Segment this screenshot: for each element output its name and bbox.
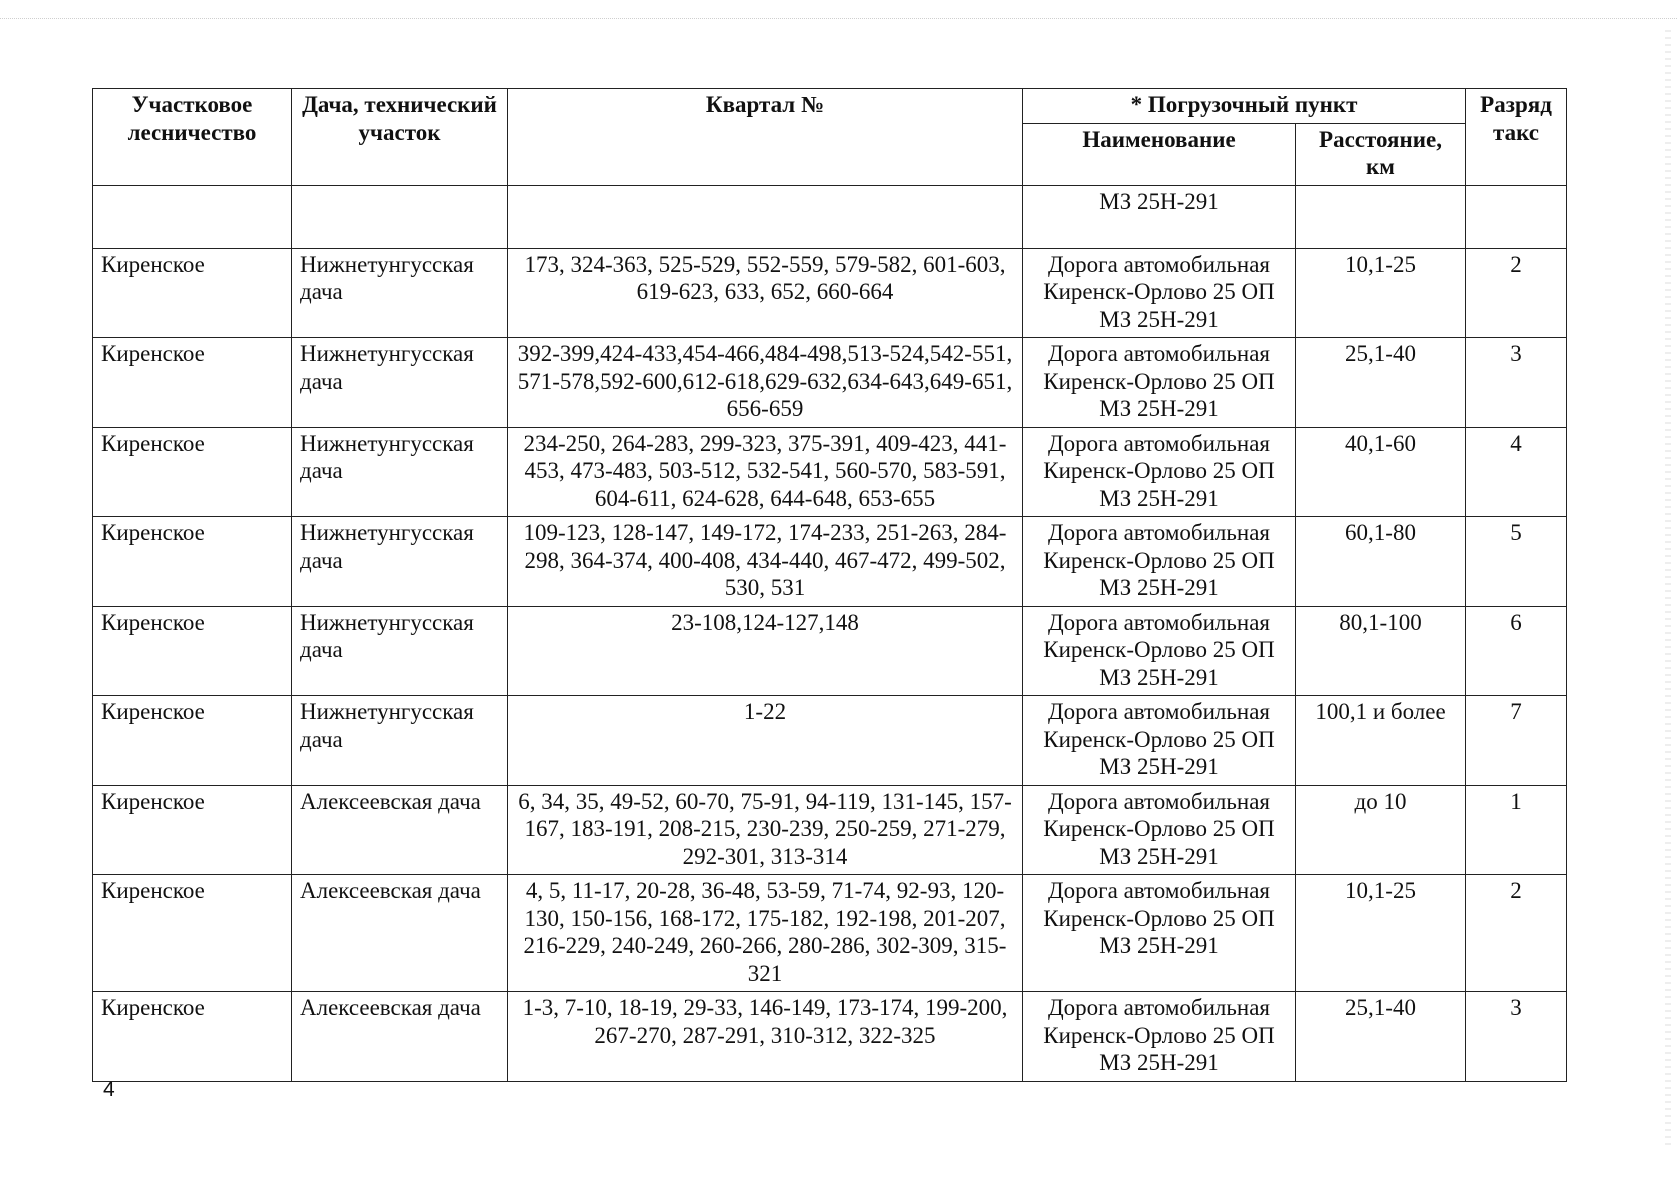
header-loading-point: * Погрузочный пункт [1023,89,1466,124]
cell-quarters: 1-22 [508,696,1023,786]
cell-rank: 5 [1466,517,1567,607]
cell-forestry: Киренское [93,606,292,696]
cell-forestry: Киренское [93,992,292,1082]
cell-quarters: 6, 34, 35, 49-52, 60-70, 75-91, 94-119, 131-145, 157-167, 183-191, 208-215, 230-239, 250-259, 271-279, 292-301, 313-314 [508,785,1023,875]
loading-points-table [92,88,1567,1082]
table-row [93,517,1567,607]
cell-rank [1466,185,1567,248]
cell-dacha: Алексеевская дача [292,992,508,1082]
scan-edge-noise [1665,30,1671,1150]
cell-forestry: Киренское [93,338,292,428]
cell-dacha: Нижнетунгусская дача [292,696,508,786]
cell-quarters [508,185,1023,248]
cell-quarters: 1-3, 7-10, 18-19, 29-33, 146-149, 173-174, 199-200, 267-270, 287-291, 310-312, 322-325 [508,992,1023,1082]
cell-rank: 4 [1466,427,1567,517]
table-row [93,606,1567,696]
cell-quarters: 109-123, 128-147, 149-172, 174-233, 251-263, 284-298, 364-374, 400-408, 434-440, 467-472, 499-502, 530, 531 [508,517,1023,607]
cell-name: Дорога автомобильная Киренск-Орлово 25 ОП МЗ 25Н-291 [1023,338,1296,428]
cell-rank: 6 [1466,606,1567,696]
cell-quarters: 4, 5, 11-17, 20-28, 36-48, 53-59, 71-74, 92-93, 120-130, 150-156, 168-172, 175-182, 192-198, 201-207, 216-229, 240-249, 260-266, 280-286, 302-309, 315-321 [508,875,1023,992]
cell-dacha: Нижнетунгусская дача [292,338,508,428]
table-row [93,696,1567,786]
page-number: 4 [103,1078,115,1101]
cell-dacha: Нижнетунгусская дача [292,517,508,607]
cell-distance: 10,1-25 [1296,875,1466,992]
cell-dacha: Алексеевская дача [292,785,508,875]
table-row [93,248,1567,338]
table-row [93,875,1567,992]
table-row [93,338,1567,428]
cell-dacha: Алексеевская дача [292,875,508,992]
cell-forestry: Киренское [93,875,292,992]
cell-dacha: Нижнетунгусская дача [292,427,508,517]
cell-rank: 3 [1466,992,1567,1082]
header-distance: Расстояние, км [1296,123,1466,185]
cell-rank: 7 [1466,696,1567,786]
cell-distance: 80,1-100 [1296,606,1466,696]
cell-quarters: 392-399,424-433,454-466,484-498,513-524,542-551,571-578,592-600,612-618,629-632,634-643,649-651,656-659 [508,338,1023,428]
cell-quarters: 23-108,124-127,148 [508,606,1023,696]
cell-distance: до 10 [1296,785,1466,875]
cell-distance: 60,1-80 [1296,517,1466,607]
cell-distance: 40,1-60 [1296,427,1466,517]
header-rank: Разряд такс [1466,89,1567,186]
scan-edge-line [0,18,1677,19]
table-row [93,992,1567,1082]
cell-name: Дорога автомобильная Киренск-Орлово 25 ОП МЗ 25Н-291 [1023,427,1296,517]
cell-name: Дорога автомобильная Киренск-Орлово 25 ОП МЗ 25Н-291 [1023,992,1296,1082]
cell-name: МЗ 25Н-291 [1023,185,1296,248]
header-quarter: Квартал № [508,89,1023,186]
cell-name: Дорога автомобильная Киренск-Орлово 25 ОП МЗ 25Н-291 [1023,517,1296,607]
table-row-continuation [93,185,1567,248]
table-row [93,785,1567,875]
cell-distance: 25,1-40 [1296,338,1466,428]
header-dacha: Дача, технический участок [292,89,508,186]
cell-forestry: Киренское [93,785,292,875]
cell-dacha: Нижнетунгусская дача [292,248,508,338]
cell-forestry: Киренское [93,248,292,338]
cell-rank: 3 [1466,338,1567,428]
cell-distance: 10,1-25 [1296,248,1466,338]
cell-dacha [292,185,508,248]
cell-name: Дорога автомобильная Киренск-Орлово 25 ОП МЗ 25Н-291 [1023,248,1296,338]
cell-name: Дорога автомобильная Киренск-Орлово 25 ОП МЗ 25Н-291 [1023,785,1296,875]
cell-forestry: Киренское [93,696,292,786]
cell-distance: 100,1 и более [1296,696,1466,786]
cell-quarters: 173, 324-363, 525-529, 552-559, 579-582, 601-603, 619-623, 633, 652, 660-664 [508,248,1023,338]
cell-forestry: Киренское [93,517,292,607]
table-header [93,89,1567,186]
cell-rank: 2 [1466,248,1567,338]
cell-dacha: Нижнетунгусская дача [292,606,508,696]
cell-quarters: 234-250, 264-283, 299-323, 375-391, 409-423, 441-453, 473-483, 503-512, 532-541, 560-570, 583-591, 604-611, 624-628, 644-648, 653-655 [508,427,1023,517]
cell-rank: 1 [1466,785,1567,875]
cell-rank: 2 [1466,875,1567,992]
cell-distance [1296,185,1466,248]
cell-name: Дорога автомобильная Киренск-Орлово 25 ОП МЗ 25Н-291 [1023,606,1296,696]
table-body [93,185,1567,1081]
header-forestry: Участковое лесничество [93,89,292,186]
cell-forestry: Киренское [93,427,292,517]
cell-name: Дорога автомобильная Киренск-Орлово 25 ОП МЗ 25Н-291 [1023,875,1296,992]
cell-name: Дорога автомобильная Киренск-Орлово 25 ОП МЗ 25Н-291 [1023,696,1296,786]
cell-distance: 25,1-40 [1296,992,1466,1082]
cell-forestry [93,185,292,248]
header-name: Наименование [1023,123,1296,185]
table-row [93,427,1567,517]
